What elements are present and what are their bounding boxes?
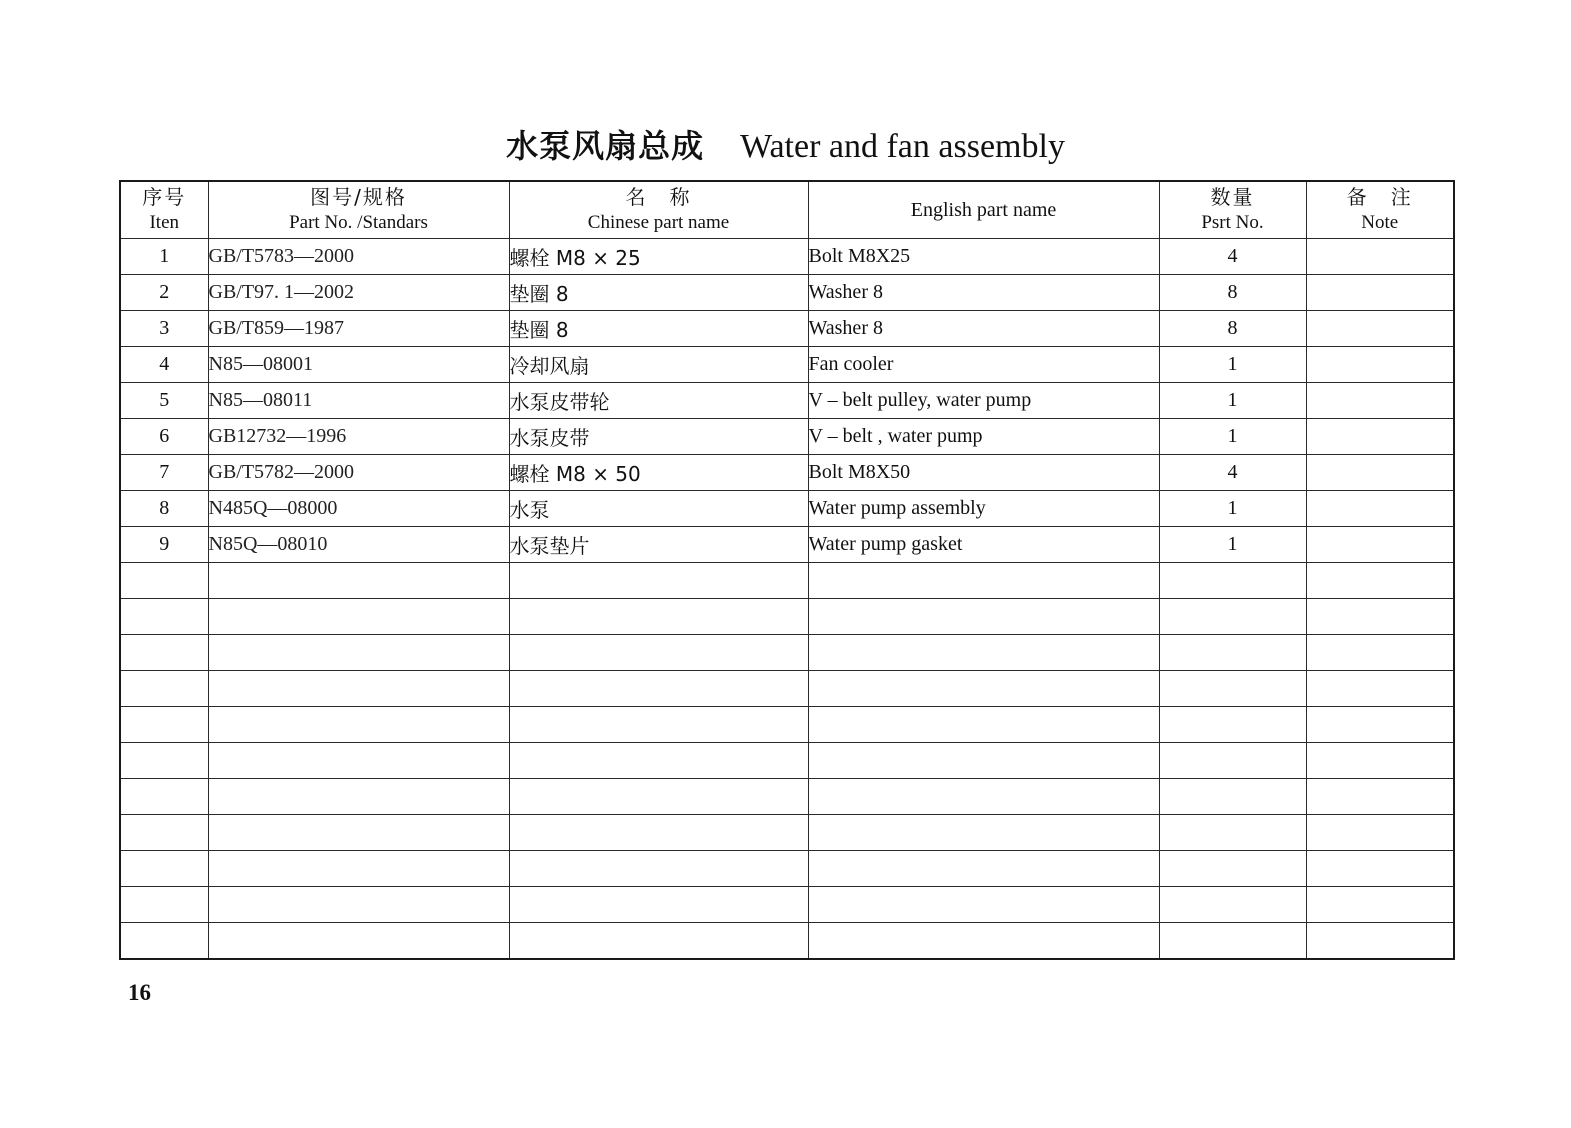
- table-row-empty: [120, 851, 1454, 887]
- header-chinese-name: 名 称 Chinese part name: [509, 181, 808, 239]
- cell-english-name: [808, 671, 1159, 707]
- cell-item: 4: [120, 347, 208, 383]
- cell-chinese-name: [509, 671, 808, 707]
- cell-quantity: [1159, 671, 1306, 707]
- cell-item: [120, 815, 208, 851]
- cell-english-name: [808, 923, 1159, 960]
- cell-part-no: GB/T5782—2000: [208, 455, 509, 491]
- table-row-empty: [120, 563, 1454, 599]
- cell-part-no: [208, 779, 509, 815]
- cell-quantity: 8: [1159, 311, 1306, 347]
- cell-note: [1306, 851, 1454, 887]
- table-row-empty: [120, 779, 1454, 815]
- cell-quantity: 1: [1159, 383, 1306, 419]
- cell-part-no: [208, 707, 509, 743]
- page-number: 16: [128, 980, 151, 1005]
- cell-item: [120, 671, 208, 707]
- table-row-empty: [120, 743, 1454, 779]
- cell-note: [1306, 635, 1454, 671]
- table-row: [120, 527, 1454, 563]
- cell-quantity: [1159, 707, 1306, 743]
- table-row-empty: [120, 671, 1454, 707]
- table-row-empty: [120, 635, 1454, 671]
- cell-chinese-name: 水泵皮带轮: [509, 383, 808, 419]
- cell-chinese-name: [509, 851, 808, 887]
- table-row: [120, 311, 1454, 347]
- cell-chinese-name: [509, 815, 808, 851]
- cell-english-name: [808, 779, 1159, 815]
- table-row-empty: [120, 887, 1454, 923]
- cell-item: 7: [120, 455, 208, 491]
- cell-english-name: [808, 851, 1159, 887]
- cell-quantity: 8: [1159, 275, 1306, 311]
- cell-note: [1306, 527, 1454, 563]
- table-row-empty: [120, 923, 1454, 960]
- cell-note: [1306, 563, 1454, 599]
- cell-item: [120, 563, 208, 599]
- cell-chinese-name: 冷却风扇: [509, 347, 808, 383]
- cell-quantity: [1159, 635, 1306, 671]
- cell-part-no: [208, 599, 509, 635]
- cell-item: [120, 923, 208, 960]
- cell-quantity: [1159, 923, 1306, 960]
- cell-part-no: [208, 743, 509, 779]
- table-body: [120, 239, 1454, 960]
- cell-item: 9: [120, 527, 208, 563]
- cell-part-no: GB12732—1996: [208, 419, 509, 455]
- cell-part-no: N85—08011: [208, 383, 509, 419]
- cell-item: 3: [120, 311, 208, 347]
- table-row: [120, 383, 1454, 419]
- cell-item: 5: [120, 383, 208, 419]
- cell-item: 2: [120, 275, 208, 311]
- cell-part-no: N485Q—08000: [208, 491, 509, 527]
- cell-chinese-name: 水泵皮带: [509, 419, 808, 455]
- cell-item: [120, 743, 208, 779]
- cell-note: [1306, 275, 1454, 311]
- cell-english-name: Water pump gasket: [808, 527, 1159, 563]
- cell-english-name: Washer 8: [808, 311, 1159, 347]
- table-row: [120, 347, 1454, 383]
- page-title: [0, 124, 1571, 169]
- cell-english-name: Washer 8: [808, 275, 1159, 311]
- cell-chinese-name: [509, 923, 808, 960]
- cell-english-name: [808, 815, 1159, 851]
- cell-quantity: 4: [1159, 239, 1306, 275]
- cell-english-name: V – belt , water pump: [808, 419, 1159, 455]
- cell-part-no: [208, 851, 509, 887]
- cell-english-name: [808, 707, 1159, 743]
- cell-quantity: [1159, 563, 1306, 599]
- cell-part-no: [208, 887, 509, 923]
- table-row: [120, 455, 1454, 491]
- cell-english-name: [808, 635, 1159, 671]
- table-row: [120, 491, 1454, 527]
- cell-quantity: 1: [1159, 419, 1306, 455]
- title-chinese: 水泵风扇总成: [506, 127, 705, 165]
- cell-chinese-name: 垫圈 8: [509, 311, 808, 347]
- cell-item: [120, 851, 208, 887]
- cell-note: [1306, 383, 1454, 419]
- cell-item: [120, 707, 208, 743]
- table-row: [120, 239, 1454, 275]
- cell-english-name: Fan cooler: [808, 347, 1159, 383]
- cell-chinese-name: 水泵: [509, 491, 808, 527]
- cell-quantity: 1: [1159, 491, 1306, 527]
- cell-part-no: [208, 923, 509, 960]
- cell-quantity: [1159, 599, 1306, 635]
- title-english: Water and fan assembly: [740, 128, 1065, 165]
- cell-note: [1306, 311, 1454, 347]
- cell-english-name: [808, 563, 1159, 599]
- header-item: 序号 Iten: [120, 181, 208, 239]
- cell-english-name: [808, 887, 1159, 923]
- table-row: [120, 275, 1454, 311]
- table-header-row: [120, 181, 1454, 239]
- cell-note: [1306, 491, 1454, 527]
- header-note: 备 注 Note: [1306, 181, 1454, 239]
- cell-note: [1306, 815, 1454, 851]
- cell-note: [1306, 419, 1454, 455]
- cell-quantity: [1159, 779, 1306, 815]
- cell-quantity: [1159, 815, 1306, 851]
- cell-english-name: Water pump assembly: [808, 491, 1159, 527]
- cell-quantity: 1: [1159, 347, 1306, 383]
- header-part-no: 图号/规格 Part No. /Standars: [208, 181, 509, 239]
- cell-english-name: V – belt pulley, water pump: [808, 383, 1159, 419]
- cell-part-no: [208, 815, 509, 851]
- cell-item: 6: [120, 419, 208, 455]
- cell-english-name: [808, 599, 1159, 635]
- cell-note: [1306, 599, 1454, 635]
- cell-chinese-name: 螺栓 M8 × 25: [509, 239, 808, 275]
- cell-part-no: GB/T97. 1—2002: [208, 275, 509, 311]
- cell-chinese-name: 垫圈 8: [509, 275, 808, 311]
- cell-english-name: Bolt M8X50: [808, 455, 1159, 491]
- cell-chinese-name: 水泵垫片: [509, 527, 808, 563]
- cell-chinese-name: [509, 779, 808, 815]
- cell-note: [1306, 239, 1454, 275]
- cell-note: [1306, 887, 1454, 923]
- cell-item: 8: [120, 491, 208, 527]
- table-row-empty: [120, 815, 1454, 851]
- cell-quantity: [1159, 743, 1306, 779]
- cell-chinese-name: 螺栓 M8 × 50: [509, 455, 808, 491]
- cell-quantity: 1: [1159, 527, 1306, 563]
- header-quantity: 数量 Psrt No.: [1159, 181, 1306, 239]
- cell-part-no: [208, 563, 509, 599]
- cell-note: [1306, 743, 1454, 779]
- cell-chinese-name: [509, 743, 808, 779]
- cell-part-no: GB/T859—1987: [208, 311, 509, 347]
- cell-chinese-name: [509, 599, 808, 635]
- table-row-empty: [120, 707, 1454, 743]
- cell-note: [1306, 347, 1454, 383]
- cell-part-no: N85Q—08010: [208, 527, 509, 563]
- cell-note: [1306, 671, 1454, 707]
- header-english-name: English part name: [808, 181, 1159, 239]
- cell-note: [1306, 779, 1454, 815]
- table-row-empty: [120, 599, 1454, 635]
- cell-english-name: Bolt M8X25: [808, 239, 1159, 275]
- cell-chinese-name: [509, 887, 808, 923]
- cell-note: [1306, 923, 1454, 960]
- cell-quantity: [1159, 887, 1306, 923]
- cell-chinese-name: [509, 635, 808, 671]
- cell-part-no: [208, 635, 509, 671]
- cell-item: [120, 635, 208, 671]
- cell-chinese-name: [509, 563, 808, 599]
- cell-item: [120, 599, 208, 635]
- cell-item: 1: [120, 239, 208, 275]
- cell-note: [1306, 455, 1454, 491]
- cell-part-no: [208, 671, 509, 707]
- cell-part-no: GB/T5783—2000: [208, 239, 509, 275]
- cell-quantity: [1159, 851, 1306, 887]
- cell-chinese-name: [509, 707, 808, 743]
- cell-part-no: N85—08001: [208, 347, 509, 383]
- cell-quantity: 4: [1159, 455, 1306, 491]
- cell-item: [120, 887, 208, 923]
- cell-note: [1306, 707, 1454, 743]
- cell-item: [120, 779, 208, 815]
- cell-english-name: [808, 743, 1159, 779]
- parts-table: [119, 180, 1455, 960]
- table-row: [120, 419, 1454, 455]
